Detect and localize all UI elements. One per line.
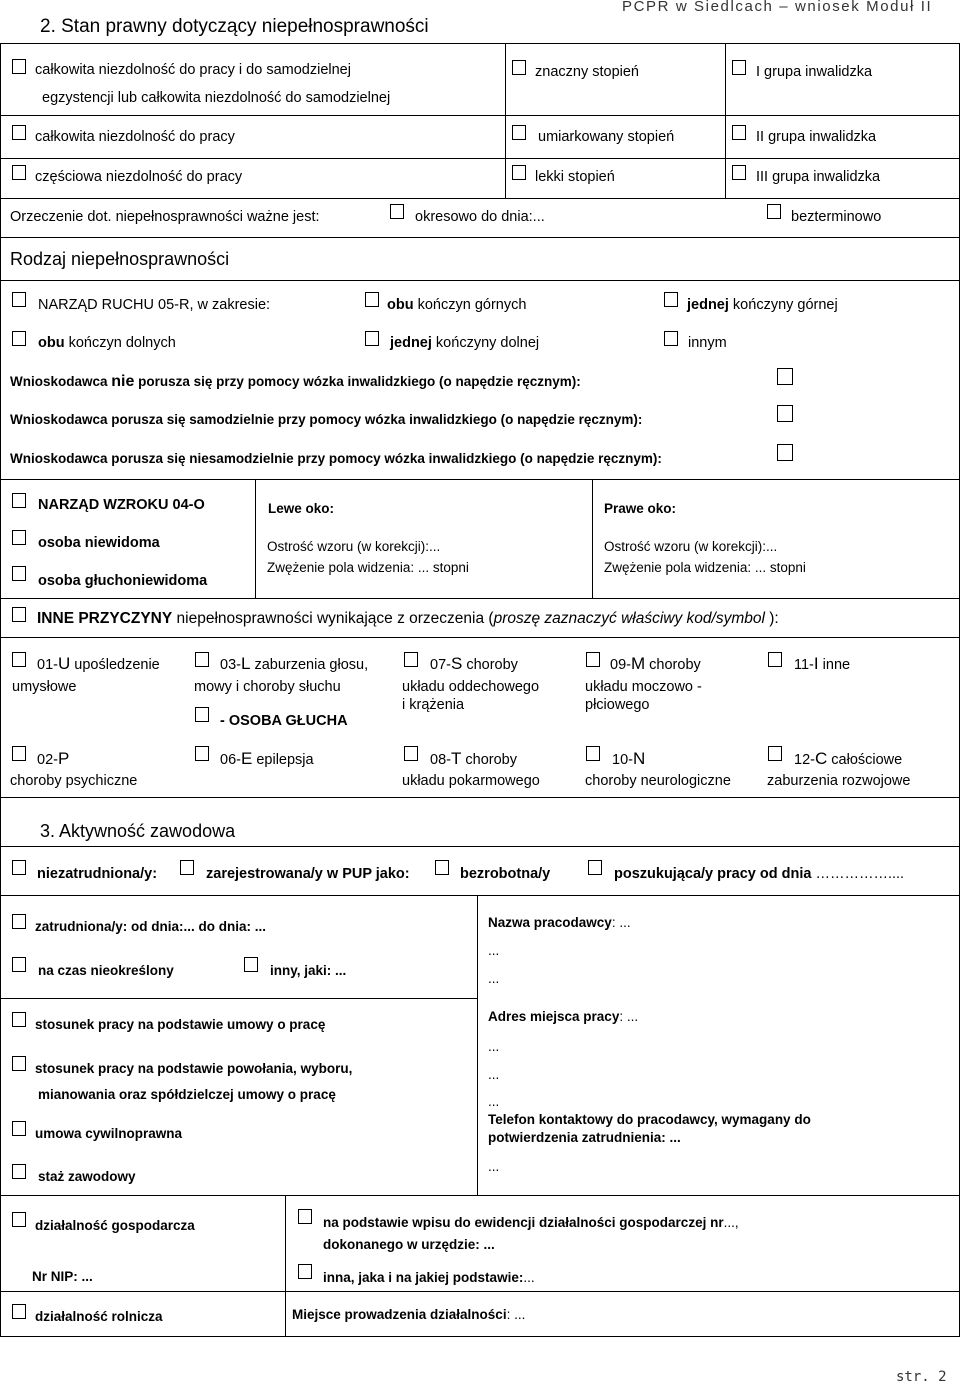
employer-name-line2: ... [488,943,500,958]
one-upper-checkbox[interactable] [664,292,678,307]
code-11I-label: 11-I inne [794,654,851,673]
left-eye-label: Lewe oko: [268,501,335,516]
left-eye-field: Zwężenie pola widzenia: ... stopni [267,560,469,575]
significant-degree-label: znaczny stopień [535,64,639,80]
motor-organ-label: NARZĄD RUCHU 05-R, w zakresie: [38,297,271,313]
employer-name-line3: ... [488,971,500,986]
code-07S-line3: i krążenia [402,697,465,713]
validity-label: Orzeczenie dot. niepełnosprawności ważne jest: [10,209,320,225]
code-03L-label: 03-L zaburzenia głosu, [220,654,369,673]
code-08T-line2: układu pokarmowego [402,773,540,789]
full-incapacity-independent-checkbox[interactable] [12,59,26,74]
blind-label: osoba niewidoma [38,535,160,551]
business-label: działalność gospodarcza [35,1218,195,1233]
ceidg-checkbox[interactable] [298,1209,312,1224]
other-motor-checkbox[interactable] [664,331,678,346]
work-address-line3: ... [488,1067,500,1082]
light-degree-checkbox[interactable] [512,165,526,180]
employed-label: zatrudniona/y: od dnia:... do dnia: ... [35,919,266,934]
both-upper-checkbox[interactable] [365,292,379,307]
moderate-degree-checkbox[interactable] [512,125,526,140]
code-10N-line2: choroby neurologiczne [585,773,731,789]
page-number: str. 2 [896,1369,947,1385]
business-place-label: Miejsce prowadzenia działalności: ... [292,1307,526,1322]
disability-type-title: Rodzaj niepełnosprawności [10,249,230,269]
right-eye-label: Prawe oko: [604,501,677,516]
internship-label: staż zawodowy [38,1169,136,1184]
section3-title: 3. Aktywność zawodowa [40,821,236,841]
nip-label: Nr NIP: ... [32,1269,93,1284]
group2-checkbox[interactable] [732,125,746,140]
contract-checkbox[interactable] [12,1012,26,1027]
jobless-label: bezrobotna/y [460,866,551,882]
both-lower-checkbox[interactable] [12,331,26,346]
one-lower-checkbox[interactable] [365,331,379,346]
civil-contract-checkbox[interactable] [12,1121,26,1136]
employed-checkbox[interactable] [12,914,26,929]
seeking-checkbox[interactable] [588,860,602,875]
ceidg-label-2: dokonanego w urzędzie: ... [323,1237,495,1252]
employer-name-label: Nazwa pracodawcy: ... [488,915,631,930]
one-upper-label: jednej kończyny górnej [687,297,838,313]
appointment-checkbox[interactable] [12,1056,26,1071]
partial-incapacity-label: częściowa niezdolność do pracy [35,169,243,185]
validity-temporary-checkbox[interactable] [390,204,404,219]
validity-temporary-label: okresowo do dnia:... [415,209,545,225]
other-reasons-checkbox[interactable] [12,607,26,622]
right-eye-field: Zwężenie pola widzenia: ... stopni [604,560,806,575]
code-06E-label: 06-E epilepsja [220,749,314,768]
both-upper-label: obu kończyn górnych [387,297,527,313]
code-08T-checkbox[interactable] [404,746,418,761]
partial-incapacity-checkbox[interactable] [12,165,26,180]
ceidg-label: na podstawie wpisu do ewidencji działalności gospodarczej nr..., [323,1215,739,1230]
appointment-label-2: mianowania oraz spółdzielczej umowy o pracę [38,1087,336,1102]
code-12C-checkbox[interactable] [768,746,782,761]
left-eye-acuity: Ostrość wzoru (w korekcji):... [267,539,441,554]
contract-label: stosunek pracy na podstawie umowy o pracę [35,1017,326,1032]
full-incapacity-independent-label-2: egzystencji lub całkowita niezdolność do samodzielnej [42,90,391,106]
code-10N-label: 10-N [612,749,646,768]
section2-title: 2. Stan prawny dotyczący niepełnosprawności [40,16,429,37]
deaf-label: - OSOBA GŁUCHA [220,713,348,729]
code-06E-checkbox[interactable] [195,746,209,761]
employer-phone-label-2: potwierdzenia zatrudnienia: ... [488,1130,681,1145]
indefinite-label: na czas nieokreślony [38,963,174,978]
group3-checkbox[interactable] [732,165,746,180]
wheelchair-self-checkbox[interactable] [777,405,793,422]
motor-organ-checkbox[interactable] [12,292,26,307]
other-basis-checkbox[interactable] [298,1264,312,1279]
one-lower-label: jednej kończyny dolnej [390,335,540,351]
blind-checkbox[interactable] [12,530,26,545]
internship-checkbox[interactable] [12,1164,26,1179]
code-07S-line2: układu oddechowego [402,679,540,695]
code-01U-label: 01-U upośledzenie [37,654,160,673]
header-right: PCPR w Siedlcach – wniosek Moduł II [622,0,933,15]
deaf-checkbox[interactable] [195,707,209,722]
code-03L-line2: mowy i choroby słuchu [194,679,341,695]
employer-phone-label: Telefon kontaktowy do pracodawcy, wymagany do [488,1112,811,1127]
vision-organ-label: NARZĄD WZROKU 04-O [38,497,205,513]
code-08T-label: 08-T choroby [430,749,517,768]
right-eye-acuity: Ostrość wzoru (w korekcji):... [604,539,778,554]
full-incapacity-label: całkowita niezdolność do pracy [35,129,235,145]
other-basis-label: inna, jaka i na jakiej podstawie:... [323,1270,535,1285]
wheelchair-none-label: Wnioskodawca nie porusza się przy pomocy wózka inwalidzkiego (o napędzie ręcznym): [10,373,581,390]
other-kind-label: inny, jaki: ... [270,963,347,978]
business-checkbox[interactable] [12,1212,26,1227]
deafblind-label: osoba głuchoniewidoma [38,573,208,589]
wheelchair-none-checkbox[interactable] [777,368,793,385]
work-address-line2: ... [488,1039,500,1054]
work-address-line4: ... [488,1094,500,1109]
full-incapacity-checkbox[interactable] [12,125,26,140]
significant-degree-checkbox[interactable] [512,60,526,75]
code-12C-line2: zaburzenia rozwojowe [767,773,911,789]
vision-organ-checkbox[interactable] [12,493,26,508]
code-01U-line2: umysłowe [12,679,77,695]
validity-permanent-checkbox[interactable] [767,204,781,219]
code-07S-checkbox[interactable] [404,652,418,667]
code-07S-label: 07-S choroby [430,654,518,673]
group2-label: II grupa inwalidzka [756,129,877,145]
group1-checkbox[interactable] [732,60,746,75]
both-lower-label: obu kończyn dolnych [38,335,176,351]
code-09M-line3: płciowego [585,697,650,713]
other-kind-checkbox[interactable] [244,957,258,972]
work-address-label: Adres miejsca pracy: ... [488,1009,639,1024]
wheelchair-assisted-label: Wnioskodawca porusza się niesamodzielnie przy pomocy wózka inwalidzkiego (o napędzie ręcznym): [10,451,662,466]
validity-permanent-label: bezterminowo [791,209,882,225]
wheelchair-self-label: Wnioskodawca porusza się samodzielnie przy pomocy wózka inwalidzkiego (o napędzie ręcznym): [10,412,643,427]
jobless-checkbox[interactable] [435,860,449,875]
code-12C-label: 12-C całościowe [794,749,903,768]
moderate-degree-label: umiarkowany stopień [538,129,675,145]
code-09M-checkbox[interactable] [586,652,600,667]
code-10N-checkbox[interactable] [586,746,600,761]
farm-checkbox[interactable] [12,1304,26,1319]
registered-checkbox[interactable] [180,860,194,875]
seeking-label: poszukująca/y pracy od dnia …………….... [614,866,905,882]
group1-label: I grupa inwalidzka [756,64,873,80]
code-09M-line2: układu moczowo - [585,679,702,695]
code-02P-label: 02-P [37,749,70,768]
code-02P-checkbox[interactable] [12,746,26,761]
deafblind-checkbox[interactable] [12,566,26,581]
group3-label: III grupa inwalidzka [756,169,881,185]
appointment-label: stosunek pracy na podstawie powołania, wyboru, [35,1061,353,1076]
code-03L-checkbox[interactable] [195,652,209,667]
registered-label: zarejestrowana/y w PUP jako: [206,866,410,882]
wheelchair-assisted-checkbox[interactable] [777,444,793,461]
farm-label: działalność rolnicza [35,1309,163,1324]
other-reasons-label: INNE PRZYCZYNY niepełnosprawności wynikające z orzeczenia (proszę zaznaczyć właściwy kod/symbol ): [37,610,779,627]
code-09M-label: 09-M choroby [610,654,701,673]
civil-contract-label: umowa cywilnoprawna [35,1126,183,1141]
code-01U-checkbox[interactable] [12,652,26,667]
unemployed-label: niezatrudniona/y: [37,866,158,882]
employer-phone-line: ... [488,1159,500,1174]
code-02P-line2: choroby psychiczne [10,773,138,789]
other-motor-label: innym [688,335,727,351]
indefinite-checkbox[interactable] [12,957,26,972]
full-incapacity-independent-label: całkowita niezdolność do pracy i do samodzielnej [35,62,351,78]
light-degree-label: lekki stopień [535,169,615,185]
unemployed-checkbox[interactable] [12,860,26,875]
code-11I-checkbox[interactable] [768,652,782,667]
